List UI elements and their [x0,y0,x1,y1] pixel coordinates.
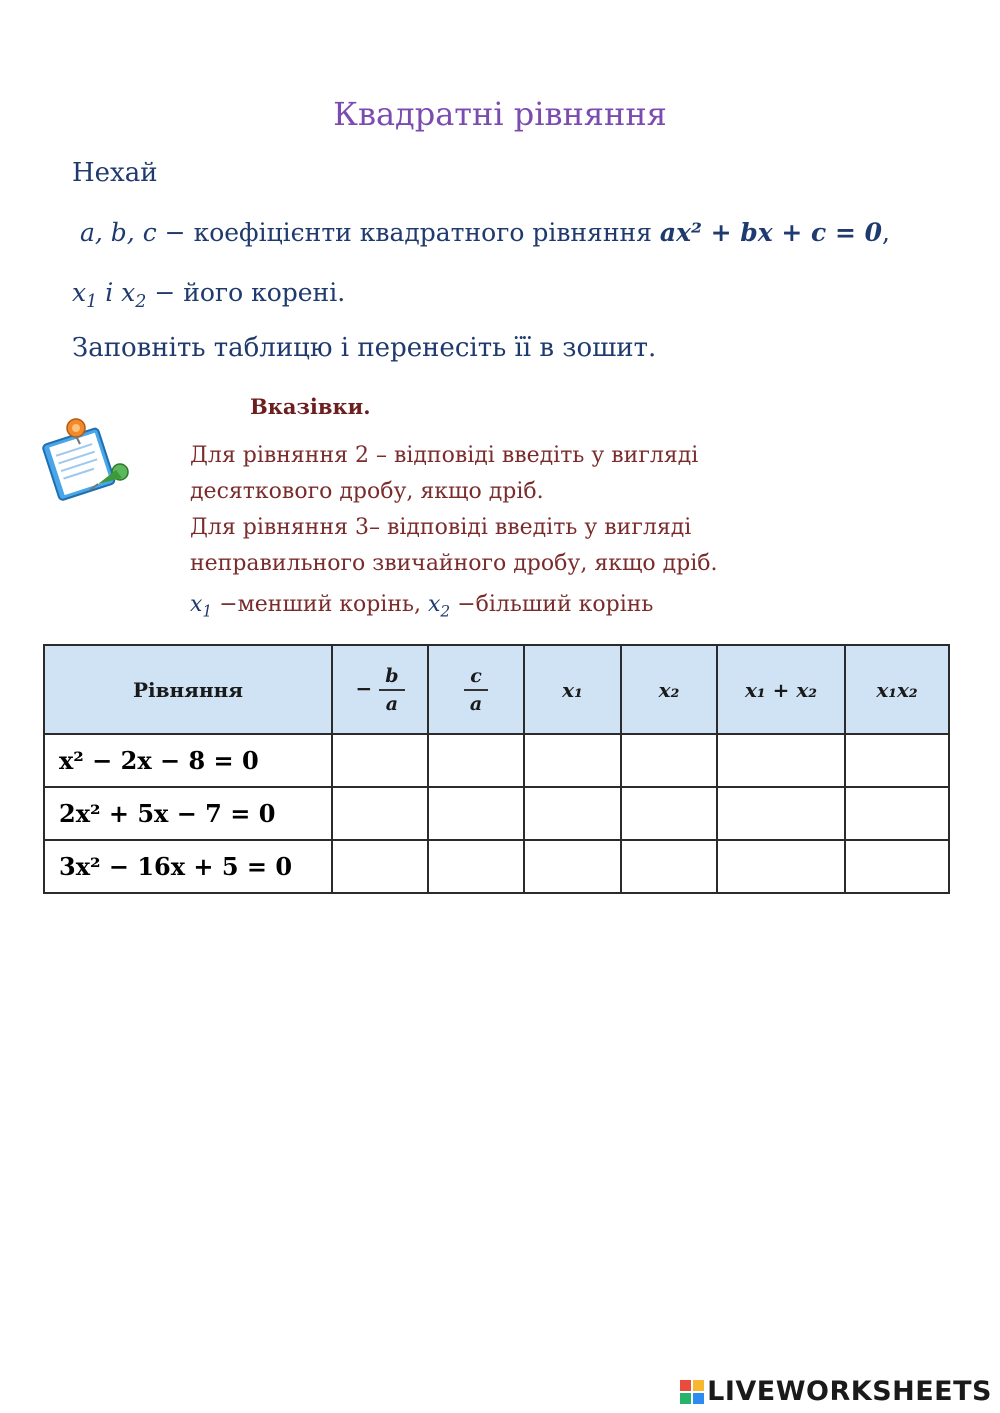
general-equation: ax² + bx + c = 0 [659,218,883,247]
page-title: Квадратні рівняння [333,95,667,133]
coefficient-vars: a, b, c [80,218,157,247]
header-x1: x₁ [524,645,621,734]
answer-cell-product[interactable] [845,840,949,893]
header-x2: x₂ [621,645,717,734]
answer-cell-x2[interactable] [621,734,717,787]
header-c-over-a: $\frac{c}{a}$ [428,645,524,734]
x1-symbol: $x_1$ [72,278,98,312]
and-word: і [105,278,114,307]
hints-title: Вказівки. [250,394,371,419]
x2-symbol: $x_2$ [121,278,147,312]
answer-cell-minus-b-over-a[interactable] [332,734,428,787]
notepad-pin-icon [38,412,138,502]
task-text: Заповніть таблицю і перенесіть її в зошит. [72,333,657,363]
header-sum: x₁ + x₂ [717,645,845,734]
header-product: x₁x₂ [845,645,949,734]
answer-cell-product[interactable] [845,787,949,840]
answer-cell-x1[interactable] [524,734,621,787]
header-equation: Рівняння [44,645,332,734]
answer-cell-sum[interactable] [717,787,845,840]
answer-cell-c-over-a[interactable] [428,787,524,840]
equation-cell: 2x² + 5x − 7 = 0 [44,787,332,840]
coefficients-line [80,218,890,247]
roots-table [43,644,950,894]
hint-line-1: Для рівняння 2 – відповіді введіть у вигляді [190,443,699,468]
hint-roots-note [190,592,653,620]
equation-cell: x² − 2x − 8 = 0 [44,734,332,787]
x1-symbol: $x_1$ [190,592,213,621]
answer-cell-sum[interactable] [717,734,845,787]
answer-cell-x1[interactable] [524,787,621,840]
hint-line-3: Для рівняння 3– відповіді введіть у вигляді [190,515,692,540]
hint-line-2: десяткового дробу, якщо дріб. [190,479,544,504]
comma: , [882,218,890,247]
answer-cell-c-over-a[interactable] [428,840,524,893]
answer-cell-c-over-a[interactable] [428,734,524,787]
answer-cell-product[interactable] [845,734,949,787]
x2-symbol: $x_2$ [427,592,451,621]
answer-cell-x1[interactable] [524,840,621,893]
table-row [44,734,949,787]
table-header-row [44,645,949,734]
answer-cell-x2[interactable] [621,787,717,840]
roots-text: його корені. [183,278,346,307]
liveworksheets-logo[interactable] [680,1376,992,1407]
answer-cell-x2[interactable] [621,840,717,893]
answer-cell-minus-b-over-a[interactable] [332,840,428,893]
table-row [44,840,949,893]
roots-line [72,278,345,312]
dash: − [164,218,186,247]
answer-cell-minus-b-over-a[interactable] [332,787,428,840]
smaller-root-text: −менший корінь, [219,592,421,617]
liveworksheets-logo-icon [680,1380,704,1404]
table-row [44,787,949,840]
answer-cell-sum[interactable] [717,840,845,893]
larger-root-text: −більший корінь [457,592,654,617]
intro-text: Нехай [72,158,158,188]
coefficients-text: коефіцієнти квадратного рівняння [193,218,652,247]
hint-line-4: неправильного звичайного дробу, якщо дріб. [190,551,718,576]
dash: − [154,278,176,307]
logo-text: LIVEWORKSHEETS [707,1376,992,1407]
header-minus-b-over-a: − $\frac{b}{a}$ [332,645,428,734]
equation-cell: 3x² − 16x + 5 = 0 [44,840,332,893]
